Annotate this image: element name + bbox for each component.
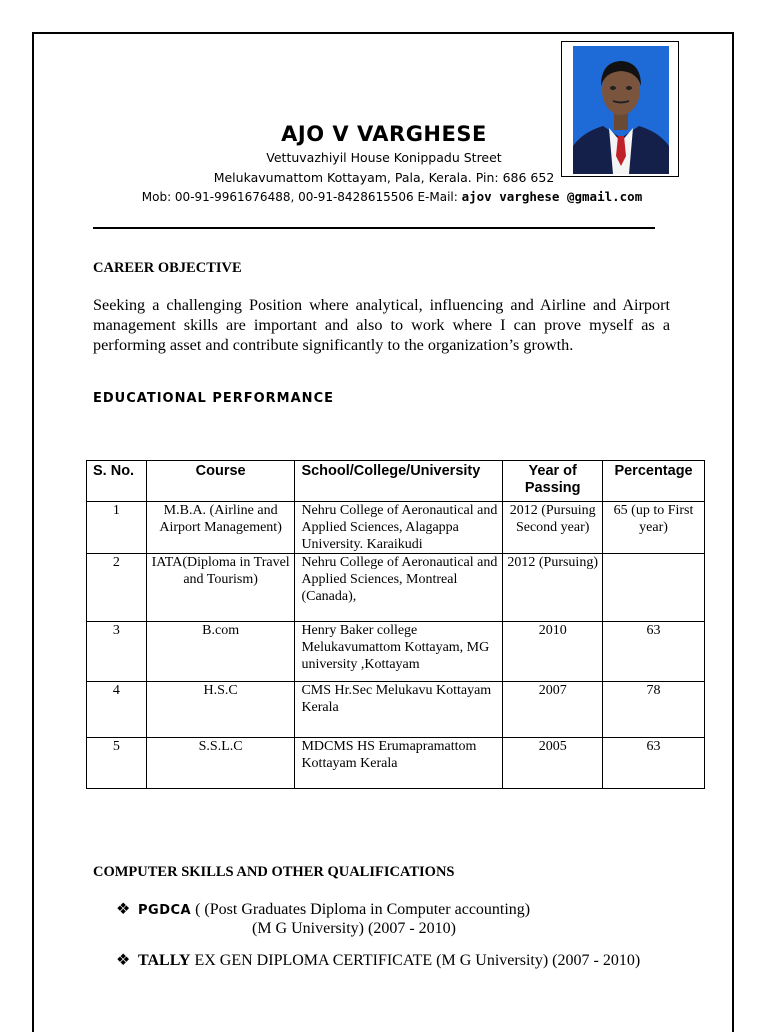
contact-phones: Mob: 00-91-9961676488, 00-91-8428615506 E-Mail: bbox=[141, 190, 462, 204]
skills-heading: COMPUTER SKILLS AND OTHER QUALIFICATIONS bbox=[93, 864, 455, 880]
col-header-percentage: Percentage bbox=[603, 461, 705, 502]
table-row bbox=[87, 622, 705, 682]
cell-course: S.S.L.C bbox=[146, 738, 295, 789]
cell-year: 2007 bbox=[503, 682, 603, 738]
cell-percentage: 63 bbox=[603, 738, 705, 789]
skill-item bbox=[116, 951, 640, 970]
career-objective-heading: CAREER OBJECTIVE bbox=[93, 260, 242, 276]
skill-item bbox=[116, 900, 530, 920]
header-divider bbox=[93, 227, 655, 229]
cell-course: M.B.A. (Airline and Airport Management) bbox=[146, 502, 295, 554]
table-row bbox=[87, 502, 705, 554]
cell-sno: 2 bbox=[87, 554, 147, 622]
cell-percentage: 78 bbox=[603, 682, 705, 738]
col-header-course: Course bbox=[146, 461, 295, 502]
cell-school: CMS Hr.Sec Melukavu Kottayam Kerala bbox=[295, 682, 503, 738]
address-line-1: Vettuvazhiyil House Konippadu Street bbox=[266, 150, 502, 165]
cell-school: Nehru College of Aeronautical and Applied Sciences, Alagappa University. Karaikudi bbox=[295, 502, 503, 554]
cell-sno: 1 bbox=[87, 502, 147, 554]
col-header-year: Year of Passing bbox=[503, 461, 603, 502]
career-objective-text: Seeking a challenging Position where analytical, influencing and Airline and Airport management skills are important and also to work where I can prove myself as a performing asset and contribute significantly to the organization’s growth. bbox=[93, 296, 670, 354]
table-row bbox=[87, 682, 705, 738]
skill-keyword: PGDCA bbox=[138, 903, 192, 918]
skill-text: EX GEN DIPLOMA CERTIFICATE (M G University) (2007 - 2010) bbox=[190, 952, 641, 969]
skill-text: ( (Post Graduates Diploma in Computer accounting) bbox=[191, 901, 531, 918]
cell-sno: 5 bbox=[87, 738, 147, 789]
cell-school: Henry Baker college Melukavumattom Kottayam, MG university ,Kottayam bbox=[295, 622, 503, 682]
cell-course: B.com bbox=[146, 622, 295, 682]
education-heading: EDUCATIONAL PERFORMANCE bbox=[93, 391, 334, 406]
cell-percentage: 65 (up to First year) bbox=[603, 502, 705, 554]
contact-line bbox=[0, 189, 768, 204]
table-row bbox=[87, 738, 705, 789]
cell-sno: 3 bbox=[87, 622, 147, 682]
table-header-row bbox=[87, 461, 705, 502]
cell-year: 2012 (Pursuing Second year) bbox=[503, 502, 603, 554]
cell-sno: 4 bbox=[87, 682, 147, 738]
skill-keyword: TALLY bbox=[138, 952, 191, 969]
diamond-bullet-icon: ❖ bbox=[116, 901, 131, 918]
education-table bbox=[86, 460, 705, 789]
table-row bbox=[87, 554, 705, 622]
address-line-2: Melukavumattom Kottayam, Pala, Kerala. Pin: 686 652 bbox=[213, 170, 555, 185]
cell-course: H.S.C bbox=[146, 682, 295, 738]
cell-course: IATA(Diploma in Travel and Tourism) bbox=[146, 554, 295, 622]
candidate-name: AJO V VARGHESE bbox=[281, 122, 487, 146]
cell-year: 2005 bbox=[503, 738, 603, 789]
col-header-school: School/College/University bbox=[295, 461, 503, 502]
cell-percentage: 63 bbox=[603, 622, 705, 682]
cell-year: 2010 bbox=[503, 622, 603, 682]
diamond-bullet-icon: ❖ bbox=[116, 952, 131, 969]
cell-school: Nehru College of Aeronautical and Applied Sciences, Montreal (Canada), bbox=[295, 554, 503, 622]
skill-item-continuation: (M G University) (2007 - 2010) bbox=[252, 920, 456, 937]
email-address[interactable]: ajov varghese @gmail.com bbox=[461, 189, 643, 204]
col-header-sno: S. No. bbox=[87, 461, 147, 502]
cell-year: 2012 (Pursuing) bbox=[503, 554, 603, 622]
cell-percentage bbox=[603, 554, 705, 622]
cell-school: MDCMS HS Erumapramattom Kottayam Kerala bbox=[295, 738, 503, 789]
